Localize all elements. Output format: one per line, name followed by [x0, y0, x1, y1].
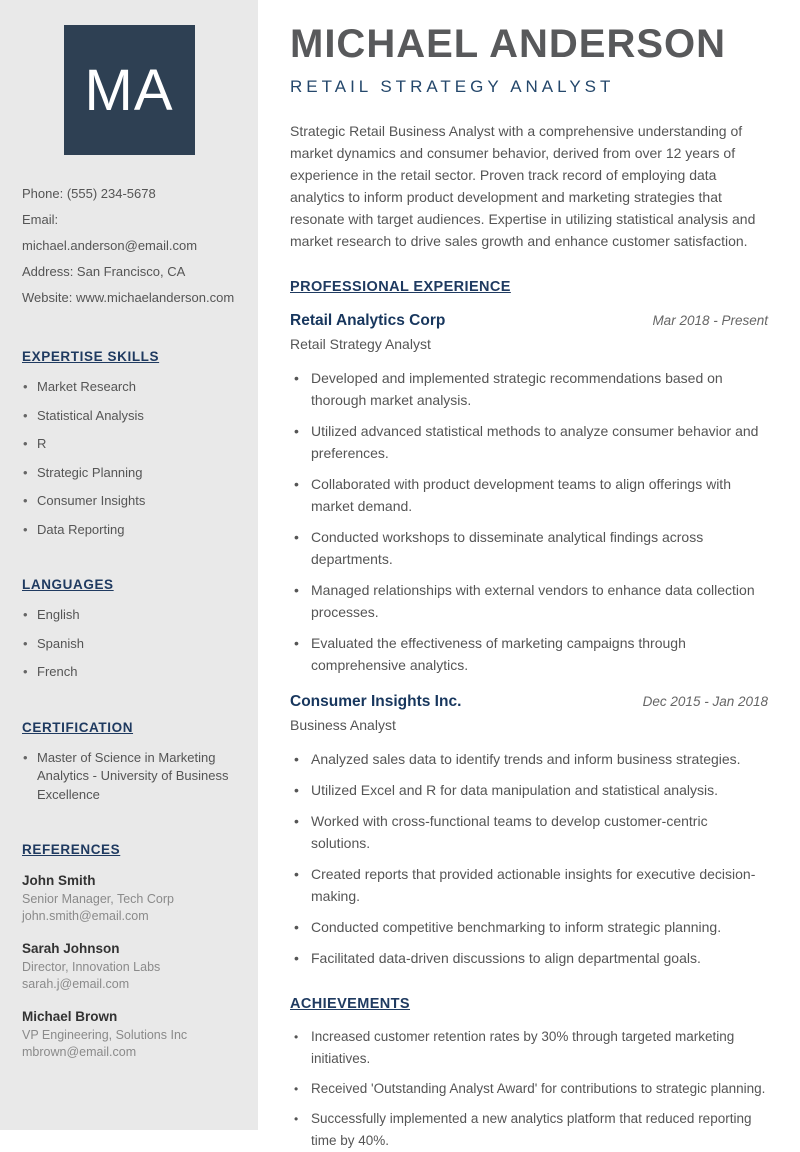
references-section	[22, 842, 236, 1061]
skill-item: • Market Research	[22, 378, 236, 397]
job-role: Business Analyst	[290, 717, 396, 733]
job-dates: Mar 2018 - Present	[652, 313, 768, 328]
sidebar	[0, 0, 258, 1130]
job-header	[290, 312, 768, 330]
achievement-item: • Successfully implemented a new analytics platform that reduced reporting time by 40%.	[290, 1108, 768, 1152]
reference-title: Senior Manager, Tech Corp	[22, 892, 174, 906]
job-header	[290, 693, 768, 711]
job-bullet: • Developed and implemented strategic recommendations based on thorough market analysis.	[290, 367, 768, 411]
achievement-item: • Increased customer retention rates by 30% through targeted marketing initiatives.	[290, 1026, 768, 1070]
experience-heading: PROFESSIONAL EXPERIENCE	[290, 279, 511, 295]
job-bullet: • Managed relationships with external vendors to enhance data collection processes.	[290, 579, 768, 623]
job-block-2	[290, 693, 768, 969]
job-bullet: • Evaluated the effectiveness of marketing campaigns through comprehensive analytics.	[290, 632, 768, 676]
reference-item	[22, 871, 236, 925]
contact-info	[22, 181, 236, 311]
contact-email: Email: michael.anderson@email.com	[22, 212, 198, 253]
job-role: Retail Strategy Analyst	[290, 336, 431, 352]
job-bullet: • Conducted workshops to disseminate analytical findings across departments.	[290, 526, 768, 570]
job-bullet: • Utilized Excel and R for data manipulation and statistical analysis.	[290, 779, 768, 801]
main-content	[258, 0, 800, 1148]
job-bullet: • Conducted competitive benchmarking to inform strategic planning.	[290, 916, 768, 938]
company-name: Retail Analytics Corp	[290, 312, 446, 329]
job-bullet: • Utilized advanced statistical methods to analyze consumer behavior and preferences.	[290, 420, 768, 464]
company-name: Consumer Insights Inc.	[290, 693, 462, 710]
reference-name: Sarah Johnson	[22, 941, 120, 956]
job-bullet: • Analyzed sales data to identify trends and inform business strategies.	[290, 748, 768, 770]
certification-heading: CERTIFICATION	[22, 719, 134, 735]
avatar-initials: MA	[84, 57, 174, 123]
job-bullet: • Worked with cross-functional teams to develop customer-centric solutions.	[290, 810, 768, 854]
language-item: • Spanish	[22, 635, 236, 654]
job-block-1	[290, 312, 768, 676]
summary-paragraph: Strategic Retail Business Analyst with a comprehensive understanding of market dynamics and consumer behavior, derived from over 12 years of experience in the retail sector. Proven track record of employing data analytics to inform product development and marketing strategies that resonate with target audiences. Expertise in utilizing statistical analysis and market research to drive sales growth and enhance customer satisfaction.	[290, 123, 756, 249]
reference-name: Michael Brown	[22, 1009, 118, 1024]
reference-title: VP Engineering, Solutions Inc	[22, 1028, 188, 1042]
certification-section	[22, 720, 236, 805]
skills-heading: EXPERTISE SKILLS	[22, 349, 160, 364]
reference-item	[22, 1007, 236, 1061]
job-title: RETAIL STRATEGY ANALYST	[290, 77, 615, 96]
reference-title: Director, Innovation Labs	[22, 960, 161, 974]
languages-heading: LANGUAGES	[22, 577, 114, 592]
job-bullet: • Collaborated with product development teams to align offerings with market demand.	[290, 473, 768, 517]
skill-item: • Statistical Analysis	[22, 407, 236, 426]
references-list	[22, 871, 236, 1061]
job-bullet: • Created reports that provided actionable insights for executive decision-making.	[290, 863, 768, 907]
skill-item: • Strategic Planning	[22, 464, 236, 483]
certification-list	[22, 749, 236, 805]
job-bullet: • Facilitated data-driven discussions to align departmental goals.	[290, 947, 768, 969]
reference-email: sarah.j@email.com	[22, 977, 130, 991]
achievements-heading: ACHIEVEMENTS	[290, 996, 411, 1012]
skills-section	[22, 349, 236, 539]
job-dates: Dec 2015 - Jan 2018	[642, 694, 768, 709]
page-title: MICHAEL ANDERSON	[290, 22, 727, 66]
language-item: • English	[22, 606, 236, 625]
skill-item: • R	[22, 435, 236, 454]
languages-list	[22, 606, 236, 682]
reference-name: John Smith	[22, 873, 96, 888]
contact-address: Address: San Francisco, CA	[22, 264, 186, 279]
job-bullets	[290, 748, 768, 969]
skills-list	[22, 378, 236, 539]
avatar	[64, 25, 195, 155]
reference-email: john.smith@email.com	[22, 909, 149, 923]
references-heading: REFERENCES	[22, 842, 121, 857]
contact-phone: Phone: (555) 234-5678	[22, 186, 156, 201]
languages-section	[22, 577, 236, 682]
reference-email: mbrown@email.com	[22, 1045, 137, 1059]
language-item: • French	[22, 663, 236, 682]
achievements-list	[290, 1026, 768, 1152]
certification-item: • Master of Science in Marketing Analytics - University of Business Excellence	[22, 749, 236, 805]
skill-item: • Consumer Insights	[22, 492, 236, 511]
skill-item: • Data Reporting	[22, 521, 236, 540]
contact-website: Website: www.michaelanderson.com	[22, 290, 235, 305]
achievement-item: • Received 'Outstanding Analyst Award' for contributions to strategic planning.	[290, 1078, 768, 1100]
reference-item	[22, 939, 236, 993]
job-bullets	[290, 367, 768, 676]
